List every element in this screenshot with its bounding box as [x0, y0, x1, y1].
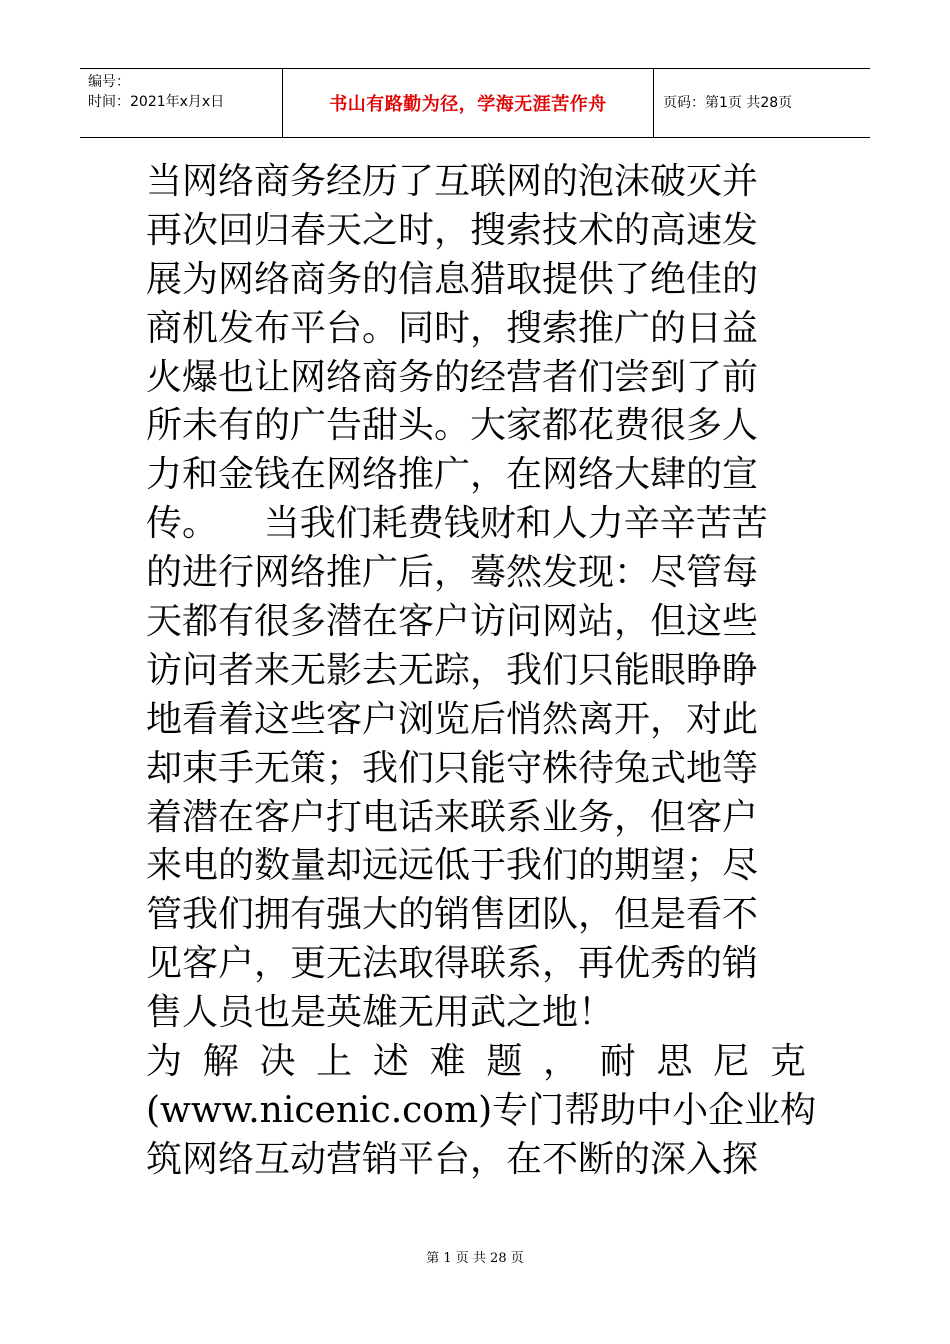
- text-line: 访问者来无影去无踪，我们只能眼睁睁: [146, 649, 759, 691]
- paragraph-1: [146, 158, 806, 1038]
- text-line: 展为网络商务的信息猎取提供了绝佳的: [146, 258, 759, 300]
- page-header: [80, 68, 870, 138]
- header-page-cell: [654, 69, 870, 137]
- text-char: 思: [656, 1041, 693, 1083]
- text-char: 为: [146, 1041, 183, 1083]
- text-line: 来电的数量却远远低于我们的期望；尽: [146, 845, 759, 887]
- text-char: 克: [769, 1041, 806, 1083]
- text-line: 传。 当我们耗费钱财和人力辛辛苦苦: [146, 503, 768, 545]
- text-char: 题: [486, 1041, 523, 1083]
- text-line: 天都有很多潜在客户访问网站，但这些: [146, 601, 759, 643]
- text-line: 筑网络互动营销平台，在不断的深入探: [146, 1138, 759, 1180]
- page-info: 页码：第1页 共28页: [663, 95, 793, 111]
- text-line: 商机发布平台。同时，搜索推广的日益: [146, 307, 759, 349]
- text-line: 的进行网络推广后，蓦然发现：尽管每: [146, 552, 759, 594]
- time-label: 时间：2021年x月x日: [88, 94, 225, 110]
- text-line: 见客户，更无法取得联系，再优秀的销: [146, 943, 759, 985]
- text-line: 火爆也让网络商务的经营者们尝到了前: [146, 356, 759, 398]
- text-line: 所未有的广告甜头。大家都花费很多人: [146, 405, 759, 447]
- text-char: ，: [543, 1041, 580, 1083]
- text-char: 解: [202, 1041, 239, 1083]
- text-line: 售人员也是英雄无用武之地！: [146, 992, 615, 1034]
- header-meta-cell: [80, 69, 283, 137]
- text-line: 着潜在客户打电话来联系业务，但客户: [146, 796, 759, 838]
- text-line: 再次回归春天之时，搜索技术的高速发: [146, 209, 759, 251]
- paragraph-2-line: [146, 1038, 806, 1087]
- header-motto-cell: [283, 69, 654, 137]
- text-char: 耐: [599, 1041, 636, 1083]
- text-line: 却束手无策；我们只能守株待兔式地等: [146, 747, 759, 789]
- text-line: (www.nicenic.com)专门帮助中小企业构: [146, 1089, 817, 1131]
- serial-number-label: 编号：: [88, 74, 130, 90]
- text-line: 地看着这些客户浏览后悄然离开，对此: [146, 698, 759, 740]
- text-line: 力和金钱在网络推广，在网络大肆的宣: [146, 454, 759, 496]
- body-text: [146, 158, 817, 1185]
- text-char: 尼: [713, 1041, 750, 1083]
- text-char: 难: [429, 1041, 466, 1083]
- motto-text: 书山有路勤为径，学海无涯苦作舟: [329, 94, 607, 115]
- text-line: 当网络商务经历了互联网的泡沫破灭并: [146, 161, 759, 202]
- text-char: 述: [372, 1041, 409, 1083]
- page-footer: 第 1 页 共 28 页: [426, 1251, 524, 1266]
- text-char: 上: [316, 1041, 353, 1083]
- text-char: 决: [259, 1041, 296, 1083]
- text-line: 管我们拥有强大的销售团队，但是看不: [146, 894, 759, 936]
- paragraph-2: [146, 1087, 817, 1185]
